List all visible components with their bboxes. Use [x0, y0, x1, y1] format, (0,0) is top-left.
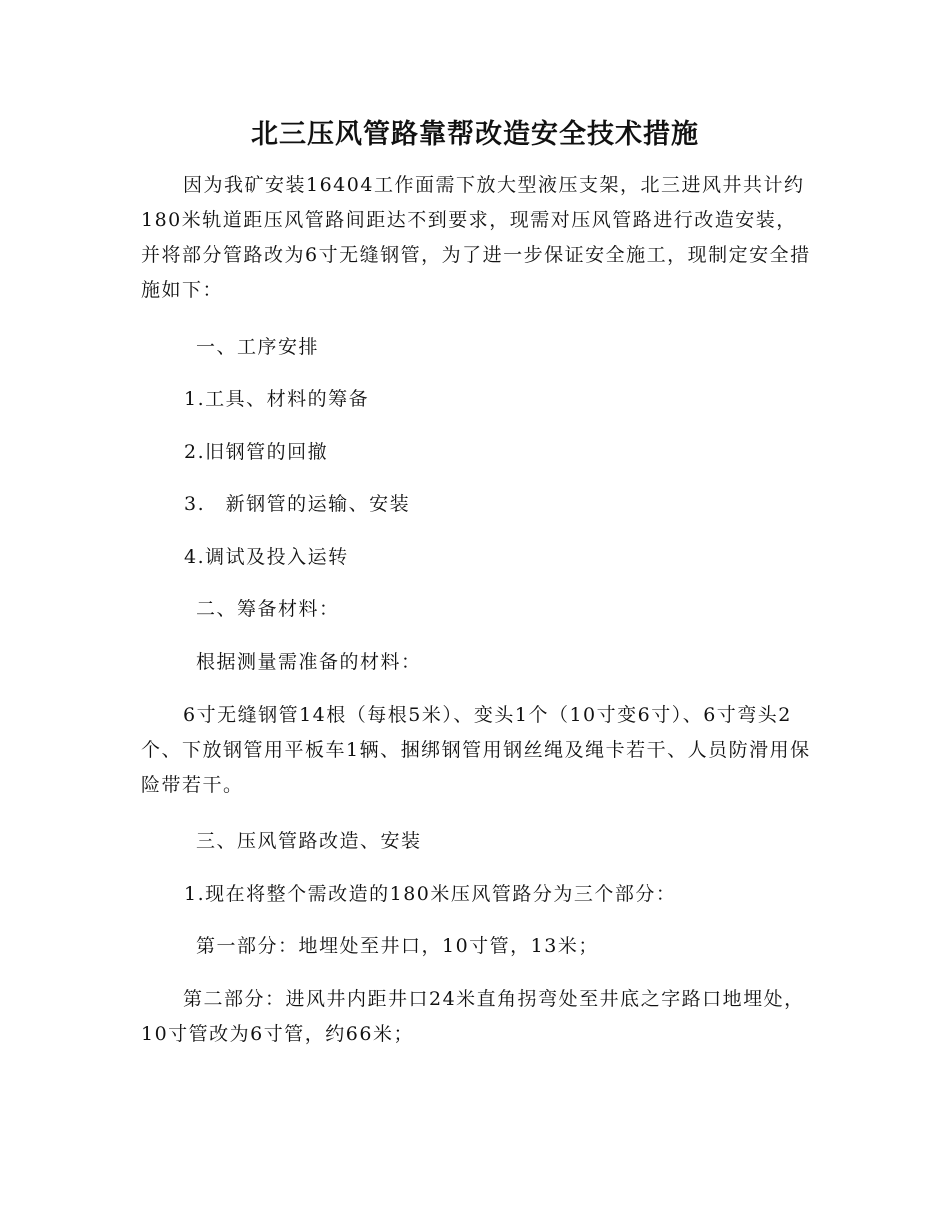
section2-heading: 二、筹备材料：: [196, 598, 340, 620]
section1-item: 3. 新钢管的运输、安装: [184, 493, 411, 515]
materials-paragraph: 6寸无缝钢管14根（每根5米）、变头1个（10寸变6寸）、6寸弯头2个、下放钢管用平板车1辆、捆绑钢管用钢丝绳及绳卡若干、人员防滑用保险带若干。: [141, 704, 811, 796]
document-title: 北三压风管路靠帮改造安全技术措施: [251, 119, 699, 150]
intro-paragraph: 因为我矿安装16404工作面需下放大型液压支架，北三进风井共计约180米轨道距压风管路间距达不到要求，现需对压风管路进行改造安装，并将部分管路改为6寸无缝钢管，为了进一步保证安全施工，现制定安全措施如下：: [141, 174, 811, 301]
section1-item: 1.工具、材料的筹备: [184, 388, 370, 410]
section3-heading: 三、压风管路改造、安装: [196, 830, 422, 852]
section1-item: 4.调试及投入运转: [184, 546, 349, 568]
part1-paragraph: 第一部分：地埋处至井口，10寸管，13米；: [196, 935, 599, 957]
section1-item: 2.旧钢管的回撤: [184, 441, 329, 463]
part2-paragraph: 第二部分：进风井内距井口24米直角拐弯处至井底之字路口地埋处，10寸管改为6寸管，约66米；: [141, 988, 805, 1045]
section1-heading: 一、工序安排: [196, 336, 320, 358]
section2-lead: 根据测量需准备的材料：: [196, 651, 422, 673]
section3-item: 1.现在将整个需改造的180米压风管路分为三个部分：: [184, 883, 677, 905]
